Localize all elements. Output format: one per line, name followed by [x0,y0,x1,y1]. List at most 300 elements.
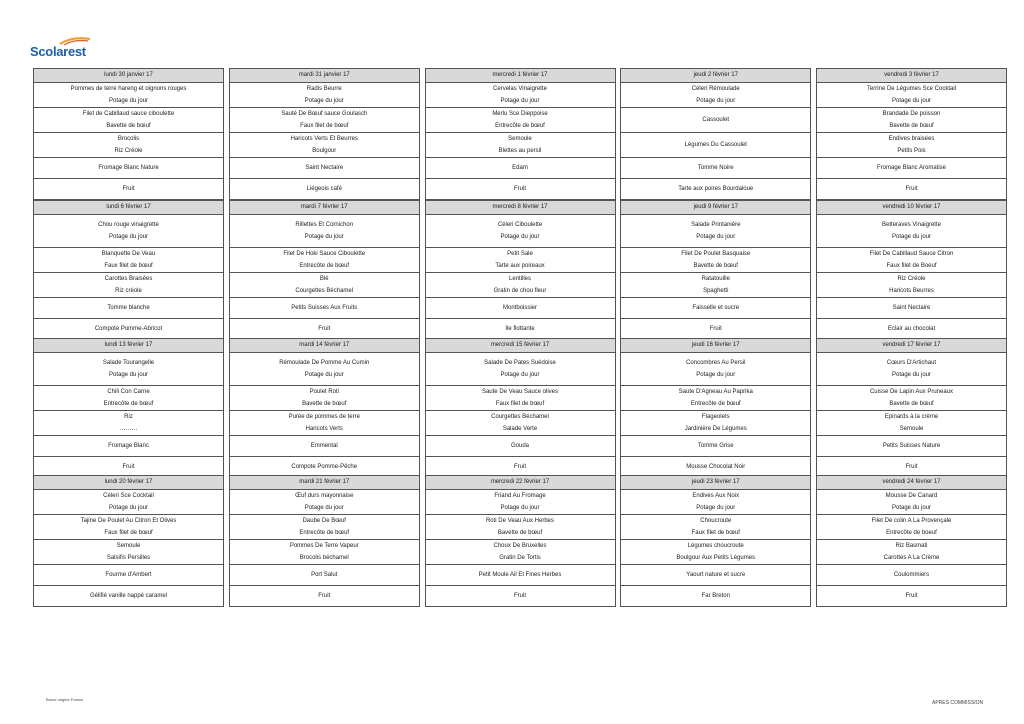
side-dish: Brocolis [117,136,140,142]
menu-section [817,436,1006,457]
footer-note: Boeuf origine France [46,697,84,702]
starter: Radis Beurre [306,86,342,92]
menu-section [34,158,223,179]
menu-section [34,298,223,319]
menu-section [426,386,615,411]
week-row [33,475,1007,607]
cheese: Petits Suisses Nature [882,443,941,449]
menu-section [621,215,810,248]
day-menu [229,490,420,607]
menu-section [817,411,1006,436]
alternative-dish: Faux filet de Boeuf [886,263,937,269]
starter: Friand Au Fromage [494,493,546,499]
cheese: Yaourt nature et sucre [686,572,746,578]
menu-section [34,179,223,199]
menu-section [817,179,1006,199]
dessert: Fruit [122,186,135,192]
menu-section [426,83,615,108]
menu-section [230,515,419,540]
alternative-dish: Bavette de bœuf [302,401,347,407]
day-menu [229,215,420,340]
main-dish: Chili Con Carne [107,389,150,395]
day-header: vendredi 17 février 17 [816,338,1007,353]
menu-section [426,565,615,586]
menu-section [817,83,1006,108]
cheese: Coulommiers [893,572,930,578]
starter: Concombres Au Persil [686,360,746,366]
day-header: jeudi 2 février 17 [620,68,811,83]
main-dish: Brandade De poisson [882,111,941,117]
second-side-dish: Gratin De Tortis [499,555,541,561]
menu-section [230,319,419,339]
dessert: Liégeois café [306,186,342,192]
second-side-dish: Gratin de chou fleur [493,288,547,294]
side-dish: Blé [319,276,329,282]
starter: Cœurs D'Artichaut [886,360,937,366]
menu-section [621,411,810,436]
day-menu [33,353,224,478]
second-side-dish: Semoule [899,426,924,432]
side-dish: Courgettes Béchamel [491,414,549,420]
day-menu [620,353,811,478]
main-dish: Choucroute [700,518,732,524]
starter: Betteraves Vinaigrette [882,222,941,228]
side-dish: Riz Créole [897,276,926,282]
dessert: Fruit [905,464,918,470]
dessert: Fruit [122,464,135,470]
day-header: mardi 31 janvier 17 [229,68,420,83]
menu-section [34,490,223,515]
menu-section [817,353,1006,386]
main-dish: Filet De colin A La Provençale [871,518,952,524]
second-side-dish: Carottes A La Crème [883,555,940,561]
dessert: Tarte aux poires Bourdaloue [678,186,754,192]
menu-section [817,386,1006,411]
menu-section [34,540,223,565]
alternative-dish: Bavette de bœuf [889,401,934,407]
day-column [425,475,616,607]
soup: Potage du jour [304,372,344,378]
cheese: Saint Nectaire [892,305,931,311]
main-dish: Cassoulet [702,117,730,123]
day-column [229,475,420,607]
menu-section [817,108,1006,133]
menu-section [817,215,1006,248]
starter: Céleri Ciboulette [497,222,543,228]
menu-section [621,133,810,158]
menu-section [426,179,615,199]
soup: Potage du jour [304,98,344,104]
soup: Potage du jour [891,234,932,240]
week-row [33,338,1007,478]
day-column [620,475,811,607]
second-side-dish: ……… [119,426,138,432]
cheese: Faisselle et sucre [692,305,740,311]
menu-section [621,83,810,108]
starter: Rillettes Et Cornichon [295,222,354,228]
day-menu [816,215,1007,340]
menu-section [230,83,419,108]
day-header: vendredi 10 février 17 [816,200,1007,215]
cheese: Edam [512,165,528,171]
menu-section [230,353,419,386]
starter: Endives Aux Noix [692,493,740,499]
soup: Potage du jour [696,98,736,104]
soup: Potage du jour [696,372,736,378]
day-menu [816,83,1007,200]
side-dish: Lentilles [508,276,531,282]
day-menu [229,353,420,478]
menu-section [621,386,810,411]
menu-section [426,273,615,298]
main-dish: Saute De Veau Sauce olives [481,389,559,395]
cheese: Petit Moule Ail Et Fines Herbes [478,572,562,578]
dessert: Fruit [318,326,331,332]
soup: Potage du jour [108,372,149,378]
soup: Potage du jour [891,372,932,378]
starter: Salade Tourangelle [102,360,155,366]
main-dish: Daube De Bœuf [302,518,346,524]
alternative-dish: Entrecôte de boeuf [886,530,937,536]
menu-section [34,215,223,248]
dessert: Eclair au chocolat [887,326,936,332]
menu-section [621,490,810,515]
day-column [229,200,420,340]
menu-section [426,353,615,386]
scolarest-logo [30,36,94,60]
menu-section [230,133,419,158]
day-header: mercredi 15 février 17 [425,338,616,353]
cheese: Fourme d'Ambert [105,572,152,578]
menu-section [230,179,419,199]
menu-section [426,133,615,158]
second-side-dish: Courgettes Béchamel [295,288,354,294]
week-row [33,68,1007,200]
menu-section [621,179,810,199]
soup: Potage du jour [696,505,736,511]
menu-section [817,586,1006,606]
brand-name: Scolarest [30,44,86,59]
side-dish: Semoule [508,136,532,142]
day-column [425,338,616,478]
day-menu [33,490,224,607]
menu-section [426,298,615,319]
starter: Œuf durs mayonnaise [295,493,354,499]
day-column [33,68,224,200]
day-menu [620,215,811,340]
side-dish: Endives braisées [888,136,935,142]
day-menu [816,353,1007,478]
second-side-dish: Petits Pois [897,148,926,154]
day-header: lundi 6 février 17 [33,200,224,215]
alternative-dish: Tarte aux poireaux [495,263,545,269]
main-dish: Petit Sale [507,251,533,257]
menu-section [230,411,419,436]
alternative-dish: Faux filet de bœuf [104,530,153,536]
main-dish: Tajine De Poulet Au Citron Et Olives [80,518,177,524]
dessert: Fruit [905,593,918,599]
dessert: Compote Pomme-Abricot [94,326,163,332]
day-menu [33,83,224,200]
side-dish: Carottes Braisées [104,276,153,282]
menu-section [230,586,419,606]
main-dish: Poulet Roti [309,389,339,395]
day-column [620,338,811,478]
alternative-dish: Entrecôte de bœuf [495,123,545,129]
menu-section [621,515,810,540]
day-header: mercredi 8 février 17 [425,200,616,215]
alternative-dish: Bavette de bœuf [889,123,934,129]
menu-section [34,319,223,339]
side-dish: Ratatouille [701,276,730,282]
day-header: lundi 13 février 17 [33,338,224,353]
day-header: mardi 7 février 17 [229,200,420,215]
menu-section [34,273,223,298]
second-side-dish: Brocolis béchamel [299,555,349,561]
soup: Potage du jour [500,98,540,104]
alternative-dish: Bavette de bœuf [106,123,151,129]
day-menu [425,353,616,478]
menu-section [817,540,1006,565]
menu-section [817,273,1006,298]
day-header: jeudi 16 février 17 [620,338,811,353]
day-column [816,475,1007,607]
day-menu [620,490,811,607]
menu-section [426,319,615,339]
menu-section [817,457,1006,477]
dessert: Fruit [514,593,526,599]
day-column [425,68,616,200]
menu-section [621,565,810,586]
day-header: jeudi 9 février 17 [620,200,811,215]
menu-section [621,586,810,606]
main-dish: Merlu Sce Dieppoise [492,111,548,117]
menu-section [621,353,810,386]
alternative-dish: Faux filet de bœuf [495,401,545,407]
starter: Rémoulade De Pomme Au Cumin [279,360,370,366]
day-menu [229,83,420,200]
second-side-dish: Boulgour [312,148,337,154]
cheese: Emmental [310,443,338,449]
side-dish: Haricots Verts Et Beurres [290,136,358,142]
soup: Potage du jour [304,505,344,511]
main-dish: Filet de Cabillaud sauce ciboulette [82,111,175,117]
menu-section [621,436,810,457]
cheese: Gouda [510,443,529,449]
dessert: Fruit [318,593,331,599]
main-dish: Sauté De Bœuf sauce Goulasch [281,111,368,117]
second-side-dish: Jardinière De Légumes [684,426,747,432]
soup: Potage du jour [891,505,932,511]
menu-section [230,436,419,457]
alternative-dish: Faux filet de bœuf [300,123,349,129]
day-header: mardi 21 février 17 [229,475,420,490]
menu-section [426,457,615,477]
day-header: vendredi 3 février 17 [816,68,1007,83]
main-dish: Roti De Veau Aux Herbes [485,518,555,524]
alternative-dish: Faux filet de bœuf [691,530,740,536]
day-column [816,338,1007,478]
menu-section [230,273,419,298]
soup: Potage du jour [500,505,540,511]
menu-section [34,457,223,477]
cheese: Petits Suisses Aux Fruits [291,305,358,311]
day-header: mercredi 22 février 17 [425,475,616,490]
day-column [33,338,224,478]
menu-section [34,108,223,133]
day-menu [620,83,811,200]
starter: Mousse De Canard [885,493,938,499]
dessert: Mousse Chocolat Noir [686,464,746,470]
menu-section [230,540,419,565]
menu-section [621,108,810,133]
starter: Salade Printanière [691,222,741,228]
side-dish: Pommes De Terre Vapeur [289,543,359,549]
cheese: Saint Nectaire [305,165,344,171]
day-menu [425,490,616,607]
side-dish: Riz Basmati [895,543,928,549]
side-dish: Légumes choucroute [687,543,744,549]
day-header: mercredi 1 février 17 [425,68,616,83]
menu-section [621,298,810,319]
menu-section [34,248,223,273]
cheese: Tomme Noire [697,165,734,171]
side-dish: Flageolets [701,414,730,420]
main-dish: Filet De Poulet Basquaise [681,251,751,257]
starter: Céleri Rémoulade [691,86,740,92]
second-side-dish: Riz Créole [114,148,143,154]
dessert: Gélifié vanille nappé caramel [89,593,168,599]
menu-section [34,386,223,411]
main-dish: Saute D'Agneau Au Paprika [678,389,753,395]
day-column [33,475,224,607]
day-header: lundi 20 février 17 [33,475,224,490]
menu-section [817,248,1006,273]
week-row [33,200,1007,340]
dessert: Ile flottante [505,326,535,332]
menu-section [34,515,223,540]
day-menu [425,215,616,340]
menu-section [426,215,615,248]
day-column [229,338,420,478]
menu-section [34,411,223,436]
menu-section [426,490,615,515]
menu-section [426,158,615,179]
cheese: Port Salut [311,572,338,578]
menu-section [621,457,810,477]
menu-section [621,248,810,273]
soup: Potage du jour [108,98,149,104]
menu-section [34,83,223,108]
menu-section [426,540,615,565]
day-column [425,200,616,340]
cheese: Montboissier [502,305,537,311]
menu-section [230,215,419,248]
second-side-dish: Blettes au persil [498,148,542,154]
alternative-dish: Entrecôte de bœuf [103,401,154,407]
menu-section [230,565,419,586]
menu-section [817,319,1006,339]
soup: Potage du jour [108,234,149,240]
dessert: Compote Pomme-Pêche [291,464,358,470]
day-column [620,200,811,340]
second-side-dish: Boulgour Aux Petits Légumes [676,555,756,561]
day-column [229,68,420,200]
side-dish: Légumes Du Cassoulet [684,142,747,148]
alternative-dish: Bavette de bœuf [497,530,543,536]
main-dish: Cuisse De Lapin Aux Pruneaux [869,389,954,395]
second-side-dish: Haricots Verts [305,426,343,432]
dessert: Fruit [514,186,526,192]
menu-section [34,353,223,386]
menu-section [426,515,615,540]
side-dish: Epinards à la crème [884,414,939,420]
day-menu [816,490,1007,607]
menu-section [230,248,419,273]
menu-section [621,319,810,339]
cheese: Tomme Grise [697,443,734,449]
day-header: mardi 14 février 17 [229,338,420,353]
dessert: Fruit [905,186,918,192]
dessert: Far Breton [701,593,730,599]
menu-section [34,586,223,606]
dessert: Fruit [709,326,722,332]
menu-section [817,158,1006,179]
menu-section [230,386,419,411]
starter: Pommes de terre hareng et oignons rouges [70,86,187,92]
alternative-dish: Entrecôte de bœuf [299,263,350,269]
day-column [816,68,1007,200]
soup: Potage du jour [108,505,149,511]
main-dish: Filet De Cabillaud Sauce Citron [869,251,954,257]
day-header: vendredi 24 février 17 [816,475,1007,490]
cheese: Fromage Blanc [108,443,149,449]
day-header: lundi 30 janvier 17 [33,68,224,83]
menu-section [817,298,1006,319]
menu-section [230,108,419,133]
main-dish: Filet De Hoki Sauce Ciboulette [283,251,366,257]
menu-section [230,457,419,477]
soup: Potage du jour [304,234,344,240]
menu-section [817,515,1006,540]
starter: Cervelas Vinaigrette [493,86,547,92]
menu-section [817,133,1006,158]
day-menu [425,83,616,200]
starter: Terrine De Légumes Sce Cocktail [866,86,957,92]
day-menu [33,215,224,340]
second-side-dish: Haricots Beurres [889,288,934,294]
menu-section [621,158,810,179]
menu-section [426,436,615,457]
side-dish: Semoule [116,543,141,549]
soup: Potage du jour [500,372,540,378]
soup: Potage du jour [696,234,736,240]
day-column [620,68,811,200]
cheese: Fromage Blanc Nature [98,165,159,171]
footer-status: APRES COMMISSION [932,700,984,706]
second-side-dish: Salsifis Persilles [106,555,151,561]
menu-section [34,133,223,158]
second-side-dish: Spaghetti [703,288,729,294]
soup: Potage du jour [891,98,932,104]
menu-section [817,565,1006,586]
menu-section [230,490,419,515]
alternative-dish: Faux filet de bœuf [104,263,153,269]
starter: Céleri Sce Cocktail [103,493,154,499]
starter: Chou rouge vinaigrette [98,222,159,228]
alternative-dish: Entrecôte de bœuf [299,530,350,536]
alternative-dish: Entrecôte de bœuf [690,401,741,407]
